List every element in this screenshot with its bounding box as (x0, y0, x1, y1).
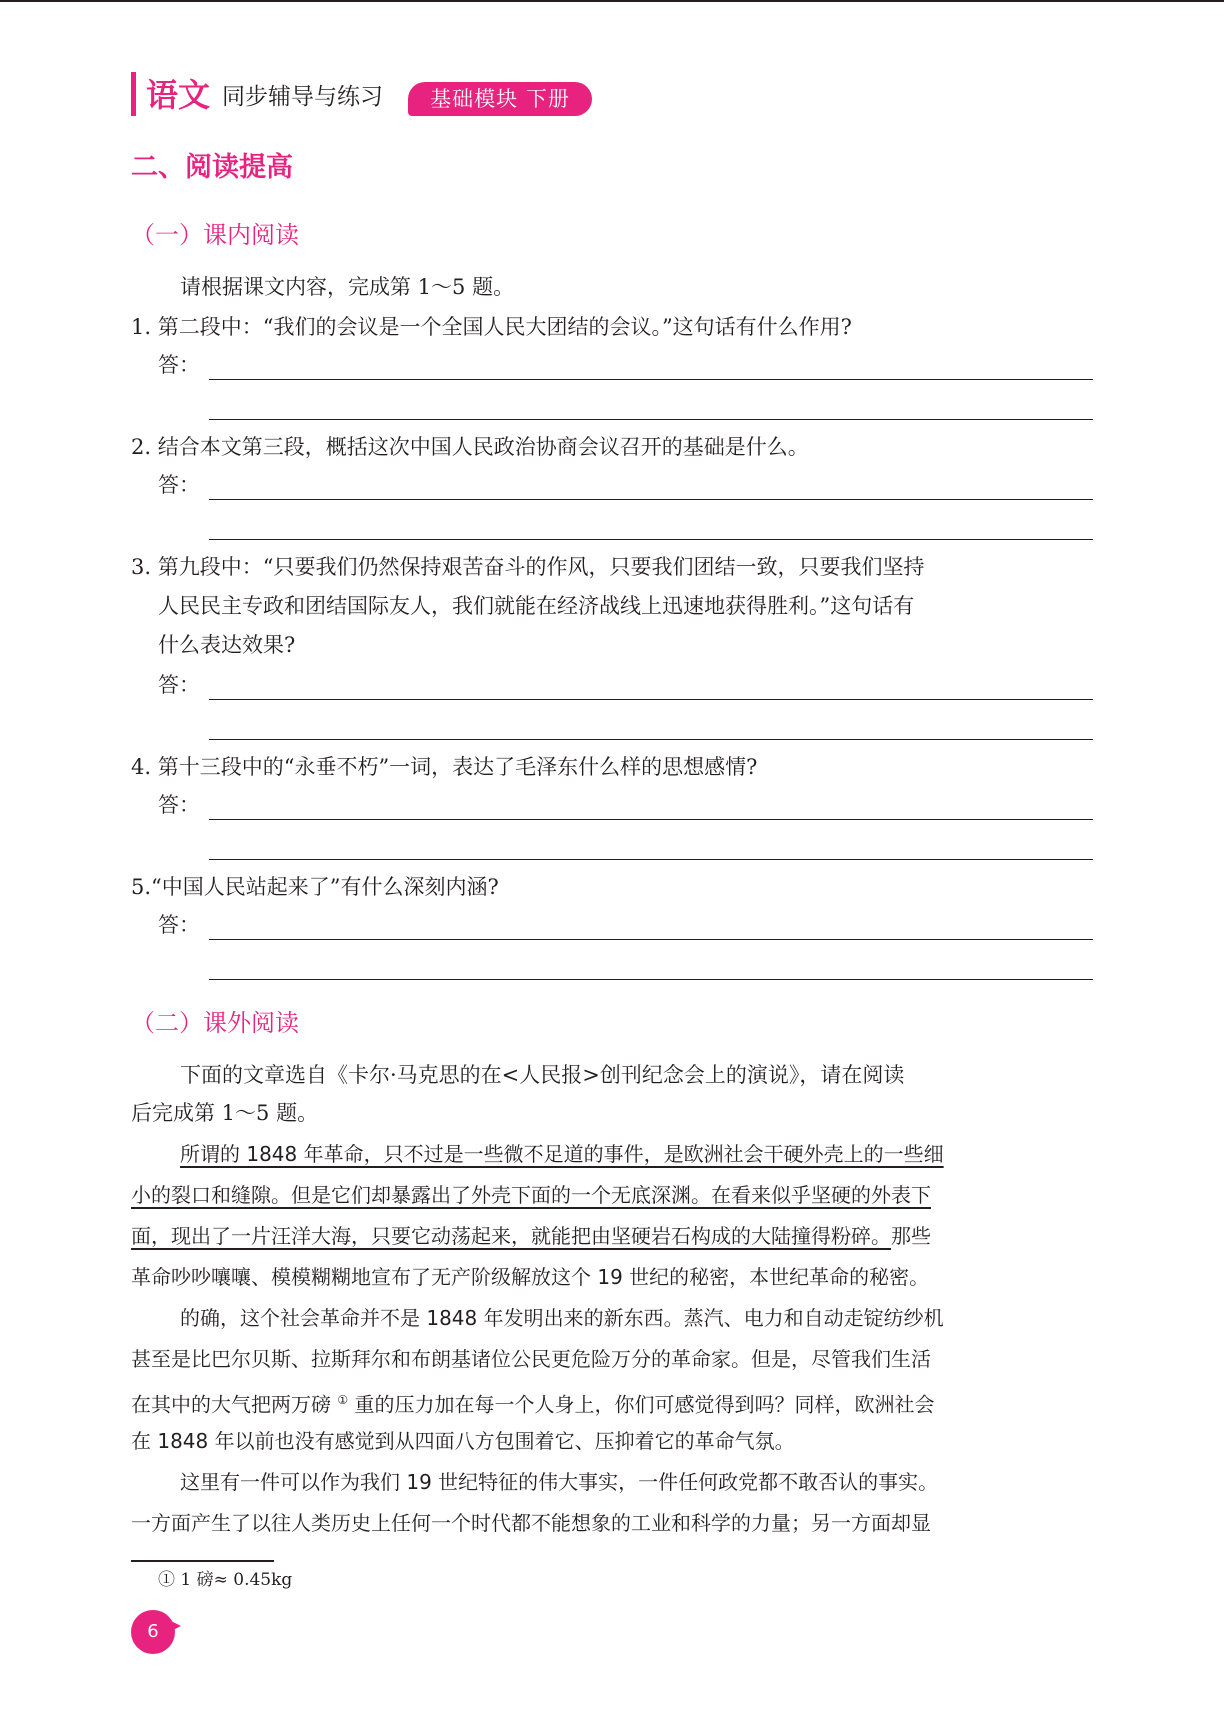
question-3-line-3: 什么表达效果? (158, 633, 296, 657)
answer-label-4: 答： (158, 793, 200, 817)
page-number: 6 (147, 1621, 159, 1642)
header-subtitle: 同步辅导与练习 (222, 84, 383, 110)
header-accent-bar (131, 72, 136, 116)
answer-line-1a[interactable] (209, 379, 1093, 380)
passage-p2-line-1: 的确，这个社会革命并不是 1848 年发明出来的新东西。蒸汽、电力和自动走锭纺纱机 (180, 1306, 944, 1330)
part1-instruction: 请根据课文内容，完成第 1～5 题。 (180, 275, 515, 299)
answer-line-5b[interactable] (209, 979, 1093, 980)
answer-line-4b[interactable] (209, 859, 1093, 860)
passage-p2-line-2: 甚至是比巴尔贝斯、拉斯拜尔和布朗基诸位公民更危险万分的革命家。但是，尽管我们生活 (131, 1347, 931, 1371)
question-3-line-2: 人民民主专政和团结国际友人，我们就能在经济战线上迅速地获得胜利。”这句话有 (158, 594, 915, 618)
answer-line-2b[interactable] (209, 539, 1093, 540)
footnote-ref[interactable]: ① (337, 1393, 349, 1407)
passage-p2-line-4: 在 1848 年以前也没有感觉到从四面八方包围着它、压抑着它的革命气氛。 (131, 1429, 795, 1453)
passage-p2-line-3b: 重的压力加在每一个人身上，你们可感觉得到吗？同样，欧洲社会 (354, 1392, 935, 1417)
answer-line-4a[interactable] (209, 819, 1093, 820)
passage-p1-line-3-underlined: 面，现出了一片汪洋大海，只要它动荡起来，就能把由坚硬岩石构成的大陆撞得粉碎。 (131, 1224, 891, 1248)
header-badge-label: 基础模块 下册 (430, 87, 570, 111)
footnote: ① 1 磅≈ 0.45kg (158, 1570, 293, 1590)
answer-label-2: 答： (158, 473, 200, 497)
answer-line-5a[interactable] (209, 939, 1093, 940)
passage-p2-line-3a: 在其中的大气把两万磅 (131, 1392, 331, 1417)
part2-heading: （二）课外阅读 (131, 1009, 299, 1037)
passage-p1-line-3 (131, 1221, 931, 1251)
passage-p3-line-2: 一方面产生了以往人类历史上任何一个时代都不能想象的工业和科学的力量；另一方面却显 (131, 1511, 931, 1535)
answer-line-3b[interactable] (209, 739, 1093, 740)
passage-p2-line-3 (131, 1385, 934, 1420)
part2-intro-line-1: 下面的文章选自《卡尔·马克思的在<人民报>创刊纪念会上的演说》，请在阅读 (180, 1063, 905, 1087)
passage-p1-line-3-rest: 那些 (891, 1224, 931, 1248)
part2-intro-line-2: 后完成第 1～5 题。 (131, 1101, 319, 1125)
question-2: 2. 结合本文第三段，概括这次中国人民政治协商会议召开的基础是什么。 (131, 435, 809, 459)
question-5: 5.“中国人民站起来了”有什么深刻内涵? (131, 875, 499, 899)
section-title: 二、阅读提高 (131, 152, 293, 183)
part1-heading: （一）课内阅读 (131, 221, 299, 249)
footnote-rule (131, 1560, 274, 1562)
answer-line-1b[interactable] (209, 419, 1093, 420)
answer-label-5: 答： (158, 913, 200, 937)
header-badge (408, 82, 592, 116)
passage-p1-line-4: 革命吵吵嚷嚷、模模糊糊地宣布了无产阶级解放这个 19 世纪的秘密，本世纪革命的秘密。 (131, 1265, 930, 1289)
question-3-line-1: 3. 第九段中：“只要我们仍然保持艰苦奋斗的作风，只要我们团结一致，只要我们坚持 (131, 555, 925, 579)
passage-p3-line-1: 这里有一件可以作为我们 19 世纪特征的伟大事实，一件任何政党都不敢否认的事实。 (180, 1470, 939, 1494)
question-1: 1. 第二段中：“我们的会议是一个全国人民大团结的会议。”这句话有什么作用? (131, 315, 852, 339)
answer-label-3: 答： (158, 673, 200, 697)
answer-line-2a[interactable] (209, 499, 1093, 500)
question-4: 4. 第十三段中的“永垂不朽”一词，表达了毛泽东什么样的思想感情? (131, 755, 758, 779)
top-rule (0, 0, 1224, 2)
answer-line-3a[interactable] (209, 699, 1093, 700)
passage-p1-line-2: 小的裂口和缝隙。但是它们却暴露出了外壳下面的一个无底深渊。在看来似乎坚硬的外表下 (131, 1183, 931, 1207)
passage-p1-line-1: 所谓的 1848 年革命，只不过是一些微不足道的事件，是欧洲社会干硬外壳上的一些细 (180, 1142, 944, 1166)
header-title: 语文 (146, 76, 211, 114)
answer-label-1: 答： (158, 353, 200, 377)
